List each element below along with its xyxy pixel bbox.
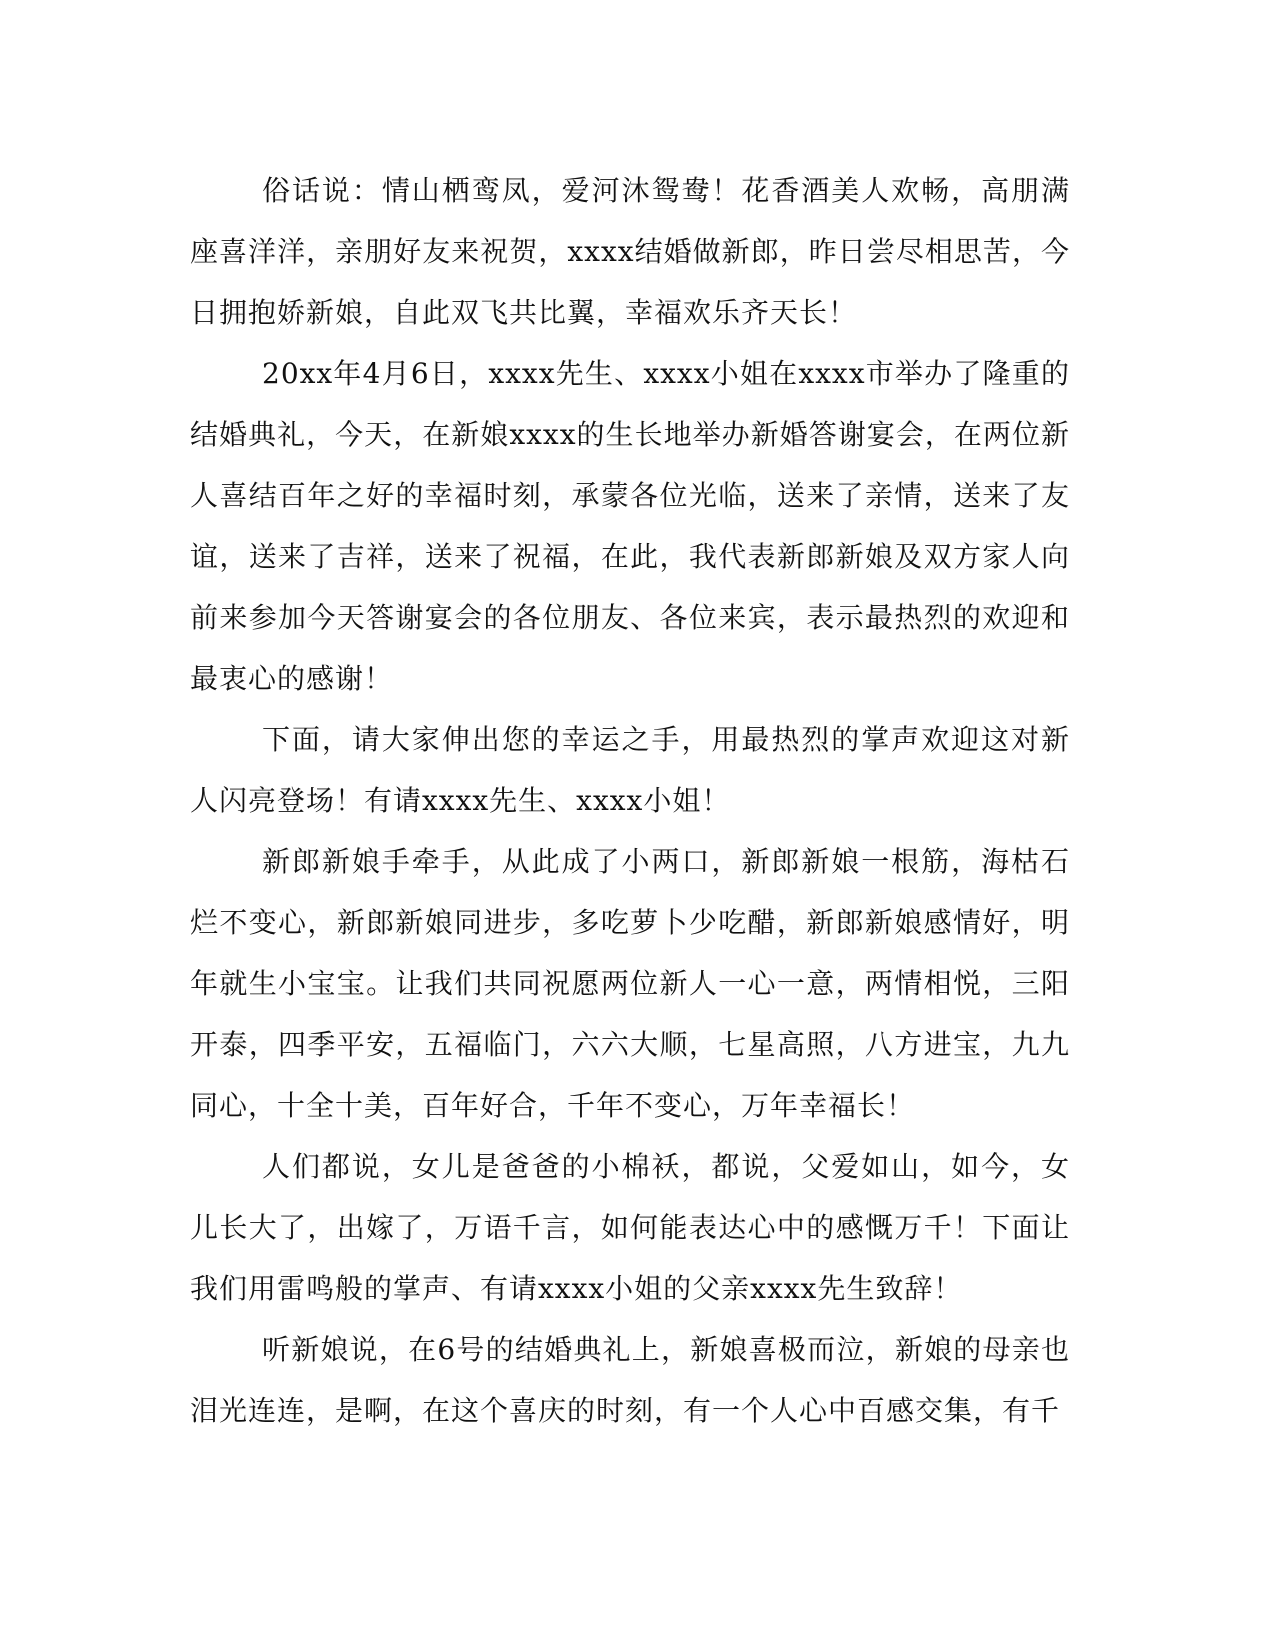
document-body <box>190 160 1070 1441</box>
paragraph-opening: 俗话说：情山栖鸾凤，爱河沐鸳鸯！花香酒美人欢畅，高朋满座喜洋洋，亲朋好友来祝贺，xxxx结婚做新郎，昨日尝尽相思苦，今日拥抱娇新娘，自此双飞共比翼，幸福欢乐齐天长！ <box>190 174 1070 329</box>
paragraph-father-speech: 人们都说，女儿是爸爸的小棉袄，都说，父爱如山，如今，女儿长大了，出嫁了，万语千言，如何能表达心中的感慨万千！下面让我们用雷鸣般的掌声、有请xxxx小姐的父亲xxxx先生致辞！ <box>190 1150 1070 1305</box>
paragraph-couple-entrance: 下面，请大家伸出您的幸运之手，用最热烈的掌声欢迎这对新人闪亮登场！有请xxxx先生、xxxx小姐！ <box>190 723 1070 817</box>
paragraph-mother: 听新娘说，在6号的结婚典礼上，新娘喜极而泣，新娘的母亲也泪光连连，是啊，在这个喜庆的时刻，有一个人心中百感交集，有千 <box>190 1333 1070 1427</box>
paragraph-welcome: 20xx年4月6日，xxxx先生、xxxx小姐在xxxx市举办了隆重的结婚典礼，今天，在新娘xxxx的生长地举办新婚答谢宴会，在两位新人喜结百年之好的幸福时刻，承蒙各位光临，送来了亲情，送来了友谊，送来了吉祥，送来了祝福，在此，我代表新郎新娘及双方家人向前来参加今天答谢宴会的各位朋友、各位来宾，表示最热烈的欢迎和最衷心的感谢！ <box>190 357 1070 695</box>
paragraph-blessings: 新郎新娘手牵手，从此成了小两口，新郎新娘一根筋，海枯石烂不变心，新郎新娘同进步，多吃萝卜少吃醋，新郎新娘感情好，明年就生小宝宝。让我们共同祝愿两位新人一心一意，两情相悦，三阳开泰，四季平安，五福临门，六六大顺，七星高照，八方进宝，九九同心，十全十美，百年好合，千年不变心，万年幸福长！ <box>190 845 1070 1122</box>
